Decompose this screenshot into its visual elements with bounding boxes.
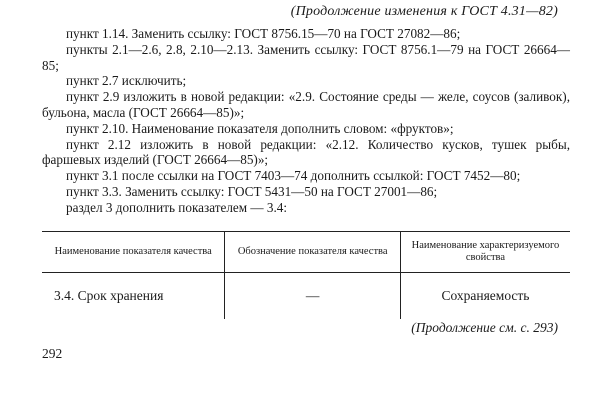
paragraph: пункт 2.12 изложить в новой редакции: «2.12. Количество кусков, тушек рыбы, фаршевых изделий (ГОСТ 26664—85)»; [42, 136, 570, 168]
table-cell: Сохраняемость [400, 273, 570, 320]
table-header-row [42, 232, 570, 273]
quality-indicator-table [42, 231, 570, 319]
continuation-note: (Продолжение см. с. 293) [411, 320, 558, 335]
paragraph: пункт 3.1 после ссылки на ГОСТ 7403—74 дополнить ссылкой: ГОСТ 7452—80; [66, 168, 521, 184]
amendment-text [42, 26, 570, 216]
column-header: Наименование показателя качества [42, 232, 225, 273]
paragraph: пункт 2.9 изложить в новой редакции: «2.9. Состояние среды — желе, соусов (заливок), бульона, масла (ГОСТ 26664—85)»; [42, 89, 570, 120]
paragraph: пункт 2.10. Наименование показателя дополнить словом: «фруктов»; [66, 120, 454, 136]
paragraph: раздел 3 дополнить показателем — 3.4: [66, 199, 288, 215]
column-header: Наименование характеризуемого свойства [400, 232, 570, 273]
paragraph: пункты 2.1—2.6, 2.8, 2.10—2.13. Заменить ссылку: ГОСТ 8756.1—79 на ГОСТ 26664—85; [42, 41, 570, 73]
table-cell: — [225, 273, 400, 320]
table-cell: 3.4. Срок хранения [54, 288, 164, 303]
page-number: 292 [42, 346, 63, 361]
column-header: Обозначение показателя качества [225, 232, 400, 273]
table-row [42, 273, 570, 320]
paragraph: пункт 3.3. Заменить ссылку: ГОСТ 5431—50 на ГОСТ 27001—86; [66, 183, 438, 199]
running-header: (Продолжение изменения к ГОСТ 4.31—82) [290, 4, 558, 19]
paragraph: пункт 1.14. Заменить ссылку: ГОСТ 8756.15—70 на ГОСТ 27082—86; [66, 26, 461, 41]
paragraph: пункт 2.7 исключить; [66, 73, 187, 89]
